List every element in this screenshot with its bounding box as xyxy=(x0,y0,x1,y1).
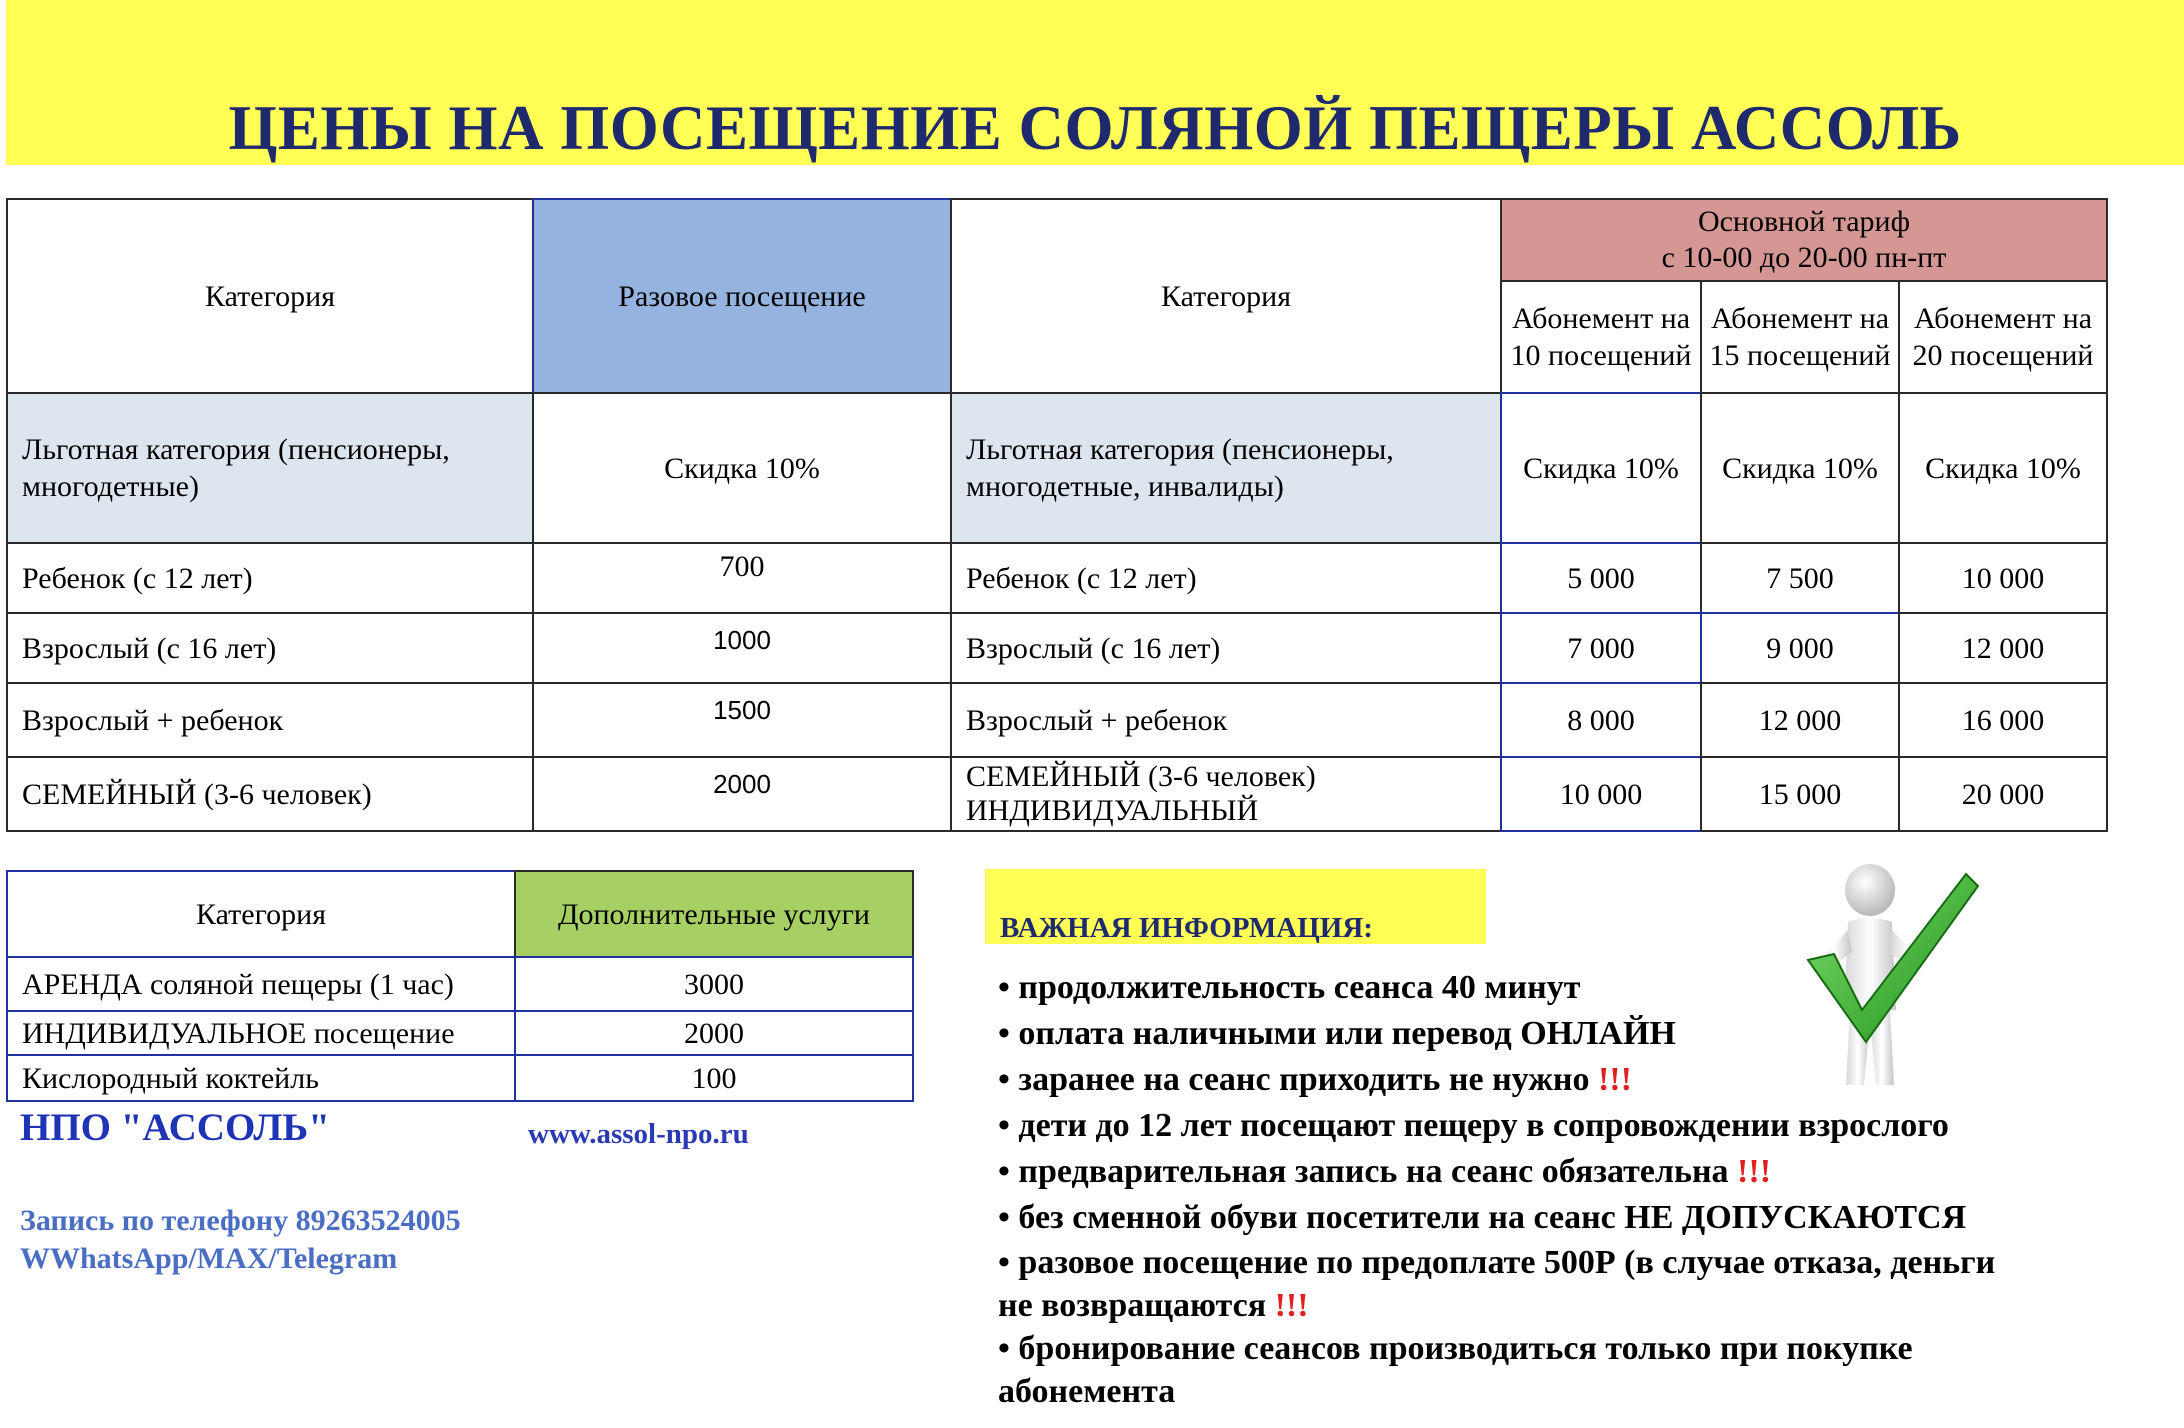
table-cell-price: 3000 xyxy=(514,956,914,1012)
table-header-services: Дополнительные услуги xyxy=(514,870,914,958)
table-cell-price: 2000 xyxy=(532,756,952,832)
table-cell-category: Ребенок (с 12 лет) xyxy=(6,542,534,614)
table-cell-category: Взрослый (с 16 лет) xyxy=(950,612,1502,684)
table-cell-price: 10 000 xyxy=(1500,756,1702,832)
table-cell-price: 16 000 xyxy=(1898,682,2108,758)
info-item: • предварительная запись на сеанс обязательна !!! xyxy=(998,1153,1772,1190)
table-header-subscription-15: Абонемент на 15 посещений xyxy=(1700,280,1900,394)
info-heading: ВАЖНАЯ ИНФОРМАЦИЯ: xyxy=(1000,912,1373,944)
table-cell-category xyxy=(950,756,1502,832)
table-cell-price: 2000 xyxy=(514,1010,914,1056)
table-cell-category: ИНДИВИДУАЛЬНОЕ посещение xyxy=(6,1010,516,1056)
tariff-hours: с 10-00 до 20-00 пн-пт xyxy=(1661,241,1947,274)
contact-info xyxy=(20,1202,461,1278)
info-item: • бронирование сеансов производиться только при покупке абонемента xyxy=(998,1330,1913,1410)
messengers-line: WWhatsApp/MAX/Telegram xyxy=(20,1242,398,1275)
info-item: • дети до 12 лет посещают пещеру в сопровождении взрослого xyxy=(998,1107,1949,1144)
table-cell-price: 8 000 xyxy=(1500,682,1702,758)
table-cell-price: Скидка 10% xyxy=(532,392,952,544)
category-line: ИНДИВИДУАЛЬНЫЙ xyxy=(966,794,1259,827)
table-cell-price: 10 000 xyxy=(1898,542,2108,614)
table-cell-price: Скидка 10% xyxy=(1898,392,2108,544)
phone-line: Запись по телефону 89263524005 xyxy=(20,1204,461,1237)
table-cell-category: Льготная категория (пенсионеры, многодетные, инвалиды) xyxy=(950,392,1502,544)
table-cell-category: Взрослый (с 16 лет) xyxy=(6,612,534,684)
table-header-category: Категория xyxy=(950,198,1502,394)
table-cell-price: 7 500 xyxy=(1700,542,1900,614)
table-cell-category: Взрослый + ребенок xyxy=(950,682,1502,758)
table-cell-price: 20 000 xyxy=(1898,756,2108,832)
info-item: • заранее на сеанс приходить не нужно !!! xyxy=(998,1061,1632,1098)
table-cell-price: Скидка 10% xyxy=(1500,392,1702,544)
table-header-subscription-20: Абонемент на 20 посещений xyxy=(1898,280,2108,394)
table-cell-price: 1500 xyxy=(532,682,952,758)
table-cell-price: 1000 xyxy=(532,612,952,684)
table-cell-price: Скидка 10% xyxy=(1700,392,1900,544)
table-header-category: Категория xyxy=(6,870,516,958)
table-cell-price: 12 000 xyxy=(1898,612,2108,684)
table-cell-category: Взрослый + ребенок xyxy=(6,682,534,758)
table-header-tariff xyxy=(1500,198,2108,282)
table-header-category: Категория xyxy=(6,198,534,394)
table-cell-category: Ребенок (с 12 лет) xyxy=(950,542,1502,614)
website-link[interactable]: www.assol-npo.ru xyxy=(528,1118,749,1150)
page-title: ЦЕНЫ НА ПОСЕЩЕНИЕ СОЛЯНОЙ ПЕЩЕРЫ АССОЛЬ xyxy=(228,93,1962,163)
tariff-title: Основной тариф xyxy=(1697,205,1911,238)
table-cell-category: СЕМЕЙНЫЙ (3-6 человек) xyxy=(6,756,534,832)
table-cell-price: 12 000 xyxy=(1700,682,1900,758)
table-cell-price: 7 000 xyxy=(1500,612,1702,684)
table-cell-price: 9 000 xyxy=(1700,612,1900,684)
info-item: • разовое посещение по предоплате 500Р (в случае отказа, деньги не возвращаются !!! xyxy=(998,1244,1996,1324)
info-item: • продолжительность сеанса 40 минут xyxy=(998,969,1581,1006)
info-item: • оплата наличными или перевод ОНЛАЙН xyxy=(998,1015,1676,1052)
table-cell-price: 700 xyxy=(532,542,952,614)
table-cell-category: Кислородный коктейль xyxy=(6,1054,516,1102)
info-item: • без сменной обуви посетители на сеанс НЕ ДОПУСКАЮТСЯ xyxy=(998,1199,1967,1236)
person-with-checkmark-icon xyxy=(1800,860,1990,1100)
org-name: НПО "АССОЛЬ" xyxy=(20,1106,330,1149)
table-cell-category: АРЕНДА соляной пещеры (1 час) xyxy=(6,956,516,1012)
table-header-subscription-10: Абонемент на 10 посещений xyxy=(1500,280,1702,394)
table-cell-price: 100 xyxy=(514,1054,914,1102)
table-cell-category: Льготная категория (пенсионеры, многодетные) xyxy=(6,392,534,544)
table-header-single-visit: Разовое посещение xyxy=(532,198,952,394)
table-cell-price: 15 000 xyxy=(1700,756,1900,832)
table-cell-price: 5 000 xyxy=(1500,542,1702,614)
category-line: СЕМЕЙНЫЙ (3-6 человек) xyxy=(966,760,1316,793)
